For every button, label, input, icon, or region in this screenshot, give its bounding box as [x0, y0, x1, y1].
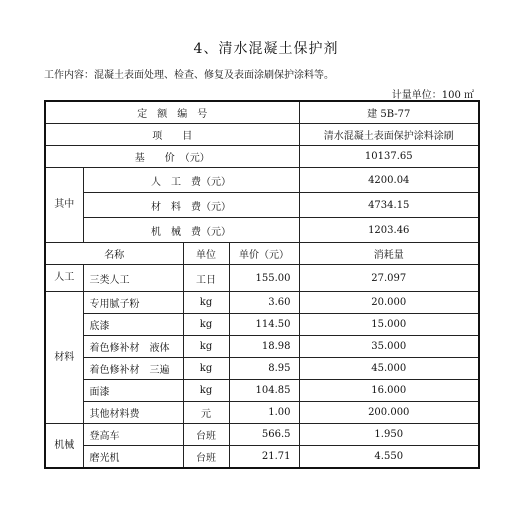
- material-price: 104.85: [229, 380, 299, 402]
- material-unit: kg: [183, 292, 229, 314]
- materials-group-label: 材料: [45, 292, 83, 424]
- material-qty: 20.000: [299, 292, 479, 314]
- of-which-label: 其中: [45, 168, 83, 243]
- material-name: 面漆: [83, 380, 183, 402]
- machine-price: 21.71: [229, 446, 299, 469]
- base-price-label: 基 价 （元）: [45, 146, 299, 168]
- machine-row: [45, 424, 479, 446]
- material-row: [45, 336, 479, 358]
- item-label: 项 目: [45, 124, 299, 146]
- material-fee-row: [45, 193, 479, 218]
- material-unit: kg: [183, 314, 229, 336]
- quota-table: [44, 100, 480, 469]
- machine-unit: 台班: [183, 424, 229, 446]
- machine-name: 磨光机: [83, 446, 183, 469]
- material-name: 专用腻子粉: [83, 292, 183, 314]
- material-fee-value: 4734.15: [299, 193, 479, 218]
- material-row: [45, 358, 479, 380]
- machine-fee-row: [45, 218, 479, 243]
- material-name: 其他材料费: [83, 402, 183, 424]
- quota-code-row: [45, 101, 479, 124]
- work-content: 工作内容：混凝土表面处理、检查、修复及表面涂刷保护涂料等。: [44, 70, 334, 81]
- header-consumption: 消耗量: [299, 243, 479, 265]
- labor-unit: 工日: [183, 265, 229, 292]
- machine-name: 登高车: [83, 424, 183, 446]
- machine-qty: 4.550: [299, 446, 479, 469]
- material-qty: 15.000: [299, 314, 479, 336]
- labor-name: 三类人工: [83, 265, 183, 292]
- material-row: [45, 402, 479, 424]
- base-price-value: 10137.65: [299, 146, 479, 168]
- material-row: [45, 380, 479, 402]
- material-qty: 16.000: [299, 380, 479, 402]
- labor-fee-value: 4200.04: [299, 168, 479, 193]
- material-name: 着色修补材 三遍: [83, 358, 183, 380]
- item-value: 清水混凝土表面保护涂料涂刷: [299, 124, 479, 146]
- material-price: 114.50: [229, 314, 299, 336]
- material-price: 8.95: [229, 358, 299, 380]
- machine-qty: 1.950: [299, 424, 479, 446]
- labor-price: 155.00: [229, 265, 299, 292]
- material-unit: 元: [183, 402, 229, 424]
- quota-code-value: 建 5B-77: [299, 101, 479, 124]
- machine-price: 566.5: [229, 424, 299, 446]
- labor-qty: 27.097: [299, 265, 479, 292]
- base-price-row: [45, 146, 479, 168]
- material-row: [45, 314, 479, 336]
- material-unit: kg: [183, 336, 229, 358]
- material-price: 3.60: [229, 292, 299, 314]
- header-row: [45, 243, 479, 265]
- material-name: 着色修补材 液体: [83, 336, 183, 358]
- labor-fee-label: 人 工 费（元）: [83, 168, 299, 193]
- material-row: [45, 292, 479, 314]
- item-row: [45, 124, 479, 146]
- labor-group-label: 人工: [45, 265, 83, 292]
- material-unit: kg: [183, 358, 229, 380]
- material-price: 18.98: [229, 336, 299, 358]
- measurement-unit: 计量单位：100 ㎡: [391, 90, 474, 101]
- material-qty: 35.000: [299, 336, 479, 358]
- quota-code-label: 定 额 编 号: [45, 101, 299, 124]
- machines-group-label: 机械: [45, 424, 83, 469]
- labor-row: [45, 265, 479, 292]
- material-qty: 45.000: [299, 358, 479, 380]
- material-price: 1.00: [229, 402, 299, 424]
- labor-fee-row: [45, 168, 479, 193]
- header-price: 单价（元）: [229, 243, 299, 265]
- material-name: 底漆: [83, 314, 183, 336]
- machine-fee-label: 机 械 费（元）: [83, 218, 299, 243]
- machine-unit: 台班: [183, 446, 229, 469]
- machine-row: [45, 446, 479, 469]
- machine-fee-value: 1203.46: [299, 218, 479, 243]
- material-qty: 200.000: [299, 402, 479, 424]
- header-unit: 单位: [183, 243, 229, 265]
- material-fee-label: 材 料 费（元）: [83, 193, 299, 218]
- header-name: 名称: [45, 243, 183, 265]
- material-unit: kg: [183, 380, 229, 402]
- page-title: 4、清水混凝土保护剂: [193, 41, 339, 57]
